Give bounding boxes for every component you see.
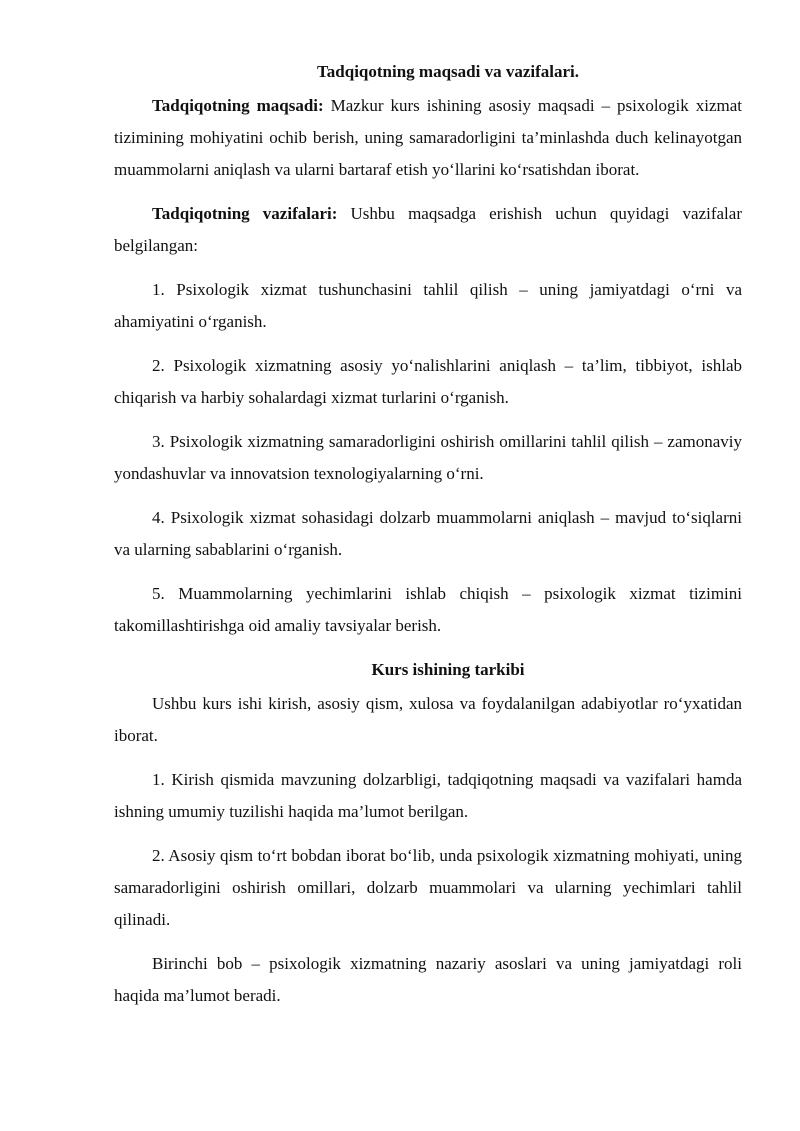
structure-heading: Kurs ishining tarkibi xyxy=(371,660,525,679)
aim-paragraph xyxy=(114,90,742,186)
aim-text: Mazkur kurs ishining asosiy maqsadi – psixologik xizmat tizimining mohiyatini ochib berish, uning samaradorligini ta’minlashda duch kelinayotgan muammolarni aniqlash va ularni bartaraf etish yo‘llarini ko‘rsatishdan iborat. xyxy=(114,96,742,179)
structure-item-1: 1. Kirish qismida mavzuning dolzarbligi, tadqiqotning maqsadi va vazifalari hamda ishning umumiy tuzilishi haqida ma’lumot berilgan. xyxy=(114,770,742,821)
task-item-4: 4. Psixologik xizmat sohasidagi dolzarb muammolarni aniqlash – mavjud to‘siqlarni va ularning sabablarini o‘rganish. xyxy=(114,508,742,559)
tasks-label: Tadqiqotning vazifalari: xyxy=(152,204,338,223)
document-page xyxy=(114,56,742,1024)
aim-label: Tadqiqotning maqsadi: xyxy=(152,96,324,115)
structure-item-2: 2. Asosiy qism to‘rt bobdan iborat bo‘lib, unda psixologik xizmatning mohiyati, uning samaradorligini oshirish omillari, dolzarb muammolari va ularning yechimlari tahlil qilinadi. xyxy=(114,846,742,929)
section-title: Tadqiqotning maqsadi va vazifalari. xyxy=(317,62,579,81)
tasks-paragraph xyxy=(114,198,742,262)
tasks-text: Ushbu maqsadga erishish uchun quyidagi vazifalar belgilangan: xyxy=(114,204,742,255)
structure-intro: Ushbu kurs ishi kirish, asosiy qism, xulosa va foydalanilgan adabiyotlar ro‘yxatidan iborat. xyxy=(114,694,742,745)
task-item-3: 3. Psixologik xizmatning samaradorligini oshirish omillarini tahlil qilish – zamonaviy yondashuvlar va innovatsion texnologiyalarning o‘rni. xyxy=(114,432,742,483)
task-item-2: 2. Psixologik xizmatning asosiy yo‘nalishlarini aniqlash – ta’lim, tibbiyot, ishlab chiqarish va harbiy sohalardagi xizmat turlarini o‘rganish. xyxy=(114,356,742,407)
task-item-1: 1. Psixologik xizmat tushunchasini tahlil qilish – uning jamiyatdagi o‘rni va ahamiyatini o‘rganish. xyxy=(114,280,742,331)
structure-item-3: Birinchi bob – psixologik xizmatning nazariy asoslari va uning jamiyatdagi roli haqida ma’lumot beradi. xyxy=(114,954,742,1005)
task-item-5: 5. Muammolarning yechimlarini ishlab chiqish – psixologik xizmat tizimini takomillashtirishga oid amaliy tavsiyalar berish. xyxy=(114,584,742,635)
